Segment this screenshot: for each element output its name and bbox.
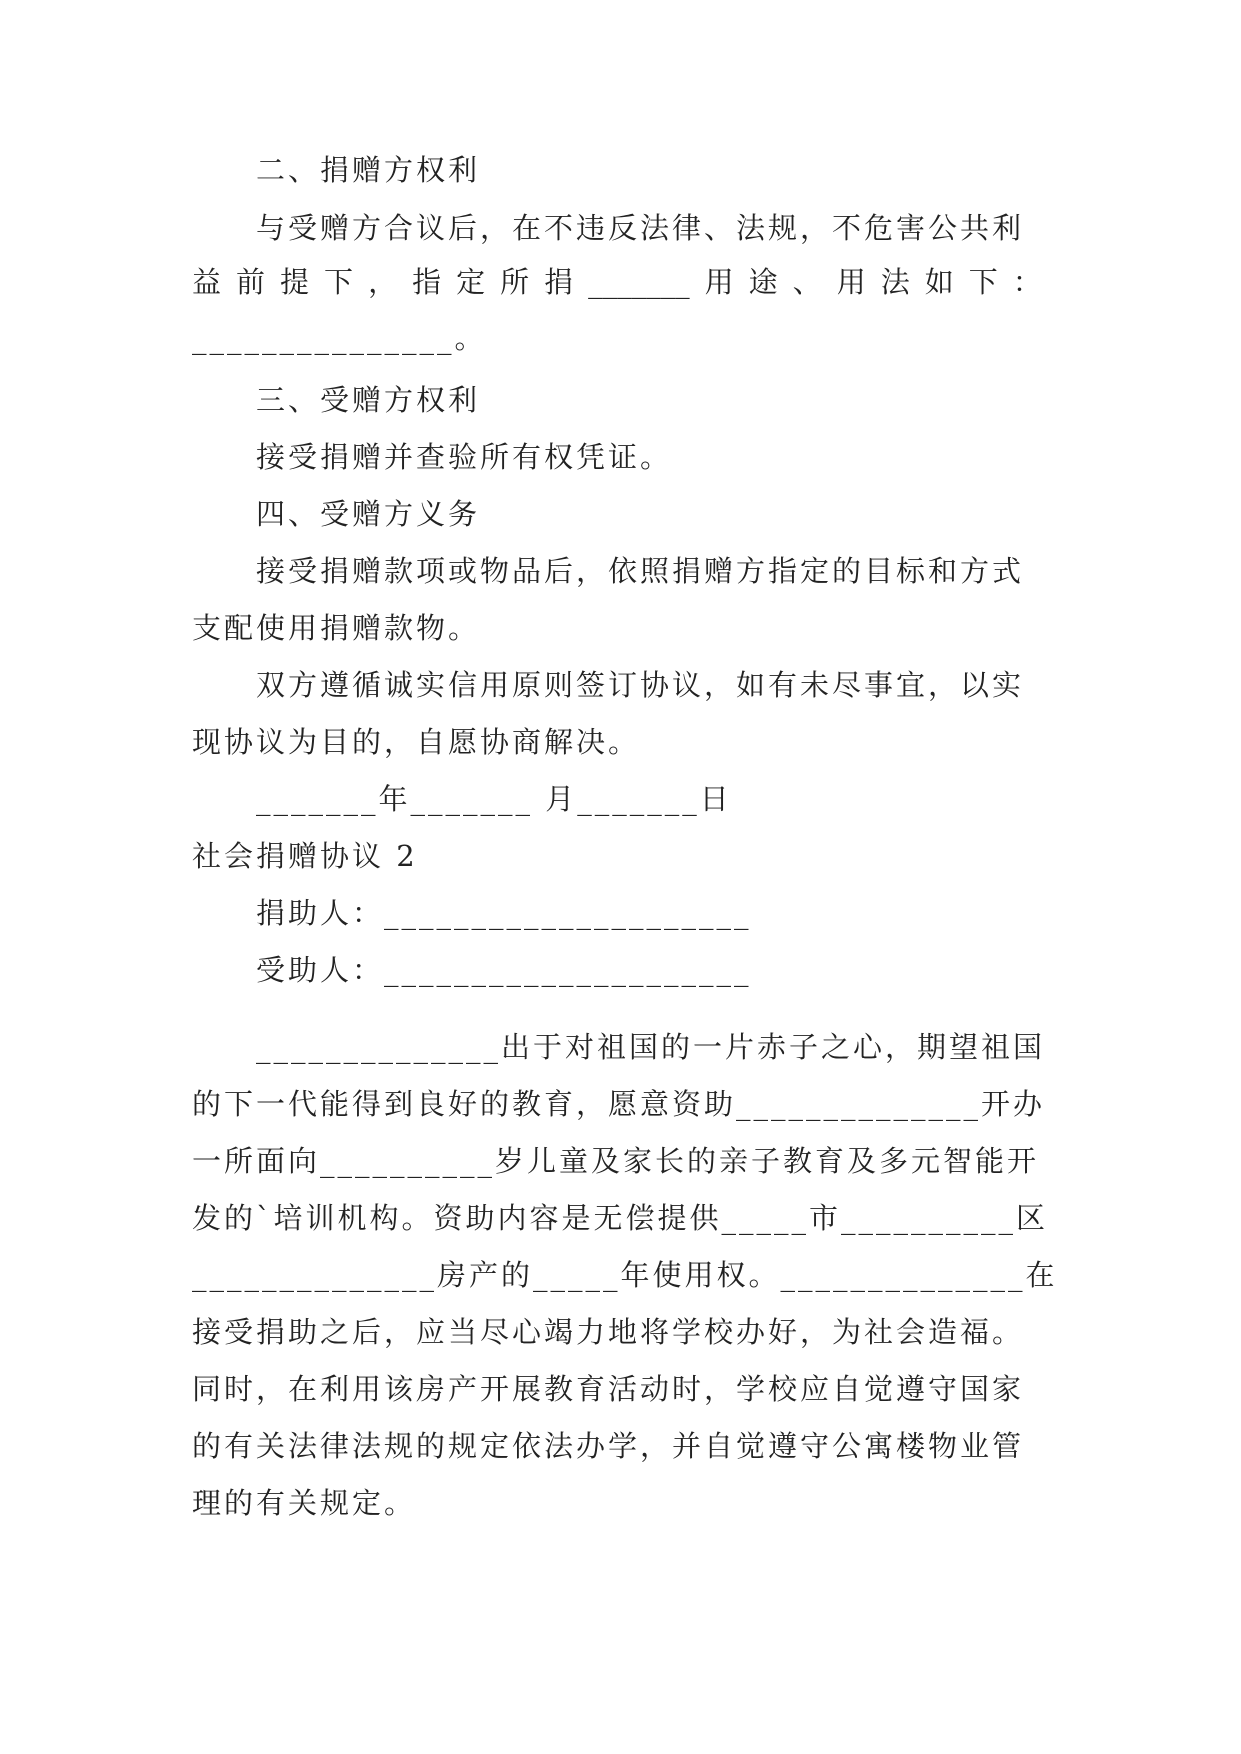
paragraph-line: ______________出于对祖国的一片赤子之心，期望祖国 — [256, 1030, 1046, 1064]
paragraph-line: 接受捐助之后，应当尽心竭力地将学校办好，为社会造福。 — [192, 1315, 1025, 1349]
paragraph-line: 理的有关规定。 — [192, 1486, 417, 1520]
paragraph-line: ______________房产的_____年使用权。______________在 — [192, 1258, 1058, 1292]
paragraph-line-justified — [192, 262, 1042, 302]
section-heading-recipient-duties: 四、受赠方义务 — [256, 497, 481, 531]
paragraph-line: 的有关法律法规的规定依法办学，并自觉遵守公寓楼物业管 — [192, 1429, 1025, 1463]
paragraph-line: 支配使用捐赠款物。 — [192, 611, 481, 645]
text-char: 、 — [792, 265, 822, 299]
paragraph-line: 与受赠方合议后，在不违反法律、法规，不危害公共利 — [256, 211, 1025, 245]
text-char: 所 — [500, 265, 530, 299]
text-char: 指 — [412, 265, 442, 299]
text-char: 提 — [280, 265, 310, 299]
text-char: ， — [368, 265, 398, 299]
paragraph-line: 接受捐赠款项或物品后，依照捐赠方指定的目标和方式 — [256, 554, 1025, 588]
paragraph-line: _______________。 — [192, 321, 487, 355]
text-char: 定 — [456, 265, 486, 299]
section-heading-recipient-rights: 三、受赠方权利 — [256, 383, 481, 417]
donor-field: 捐助人：_____________________ — [256, 896, 752, 930]
section-heading-donor-rights: 二、捐赠方权利 — [256, 153, 481, 187]
paragraph-line: 发的`培训机构。资助内容是无偿提供_____市__________区 — [192, 1201, 1049, 1235]
paragraph-line: 同时，在利用该房产开展教育活动时，学校应自觉遵守国家 — [192, 1372, 1025, 1406]
text-char: 如 — [924, 265, 954, 299]
paragraph-line: 的下一代能得到良好的教育，愿意资助______________开办 — [192, 1087, 1046, 1121]
text-char: 用 — [836, 265, 866, 299]
date-line: _______年_______ 月_______日 — [256, 782, 732, 816]
agreement-title: 社会捐赠协议 2 — [192, 839, 418, 873]
paragraph-line: 双方遵循诚实信用原则签订协议，如有未尽事宜，以实 — [256, 668, 1025, 702]
recipient-field: 受助人：_____________________ — [256, 953, 752, 987]
paragraph-line: 一所面向__________岁儿童及家长的亲子教育及多元智能开 — [192, 1144, 1040, 1178]
text-char: 前 — [236, 265, 266, 299]
text-char: 下 — [968, 265, 998, 299]
text-char: 捐 — [544, 265, 574, 299]
text-char: 途 — [748, 265, 778, 299]
paragraph-line: 接受捐赠并查验所有权凭证。 — [256, 440, 673, 474]
paragraph-line: 现协议为目的，自愿协商解决。 — [192, 725, 641, 759]
text-char: 法 — [880, 265, 910, 299]
text-char: ： — [1012, 265, 1042, 299]
blank-field: _______ — [588, 265, 690, 299]
text-char: 用 — [704, 265, 734, 299]
text-char: 益 — [192, 265, 222, 299]
text-char: 下 — [324, 265, 354, 299]
